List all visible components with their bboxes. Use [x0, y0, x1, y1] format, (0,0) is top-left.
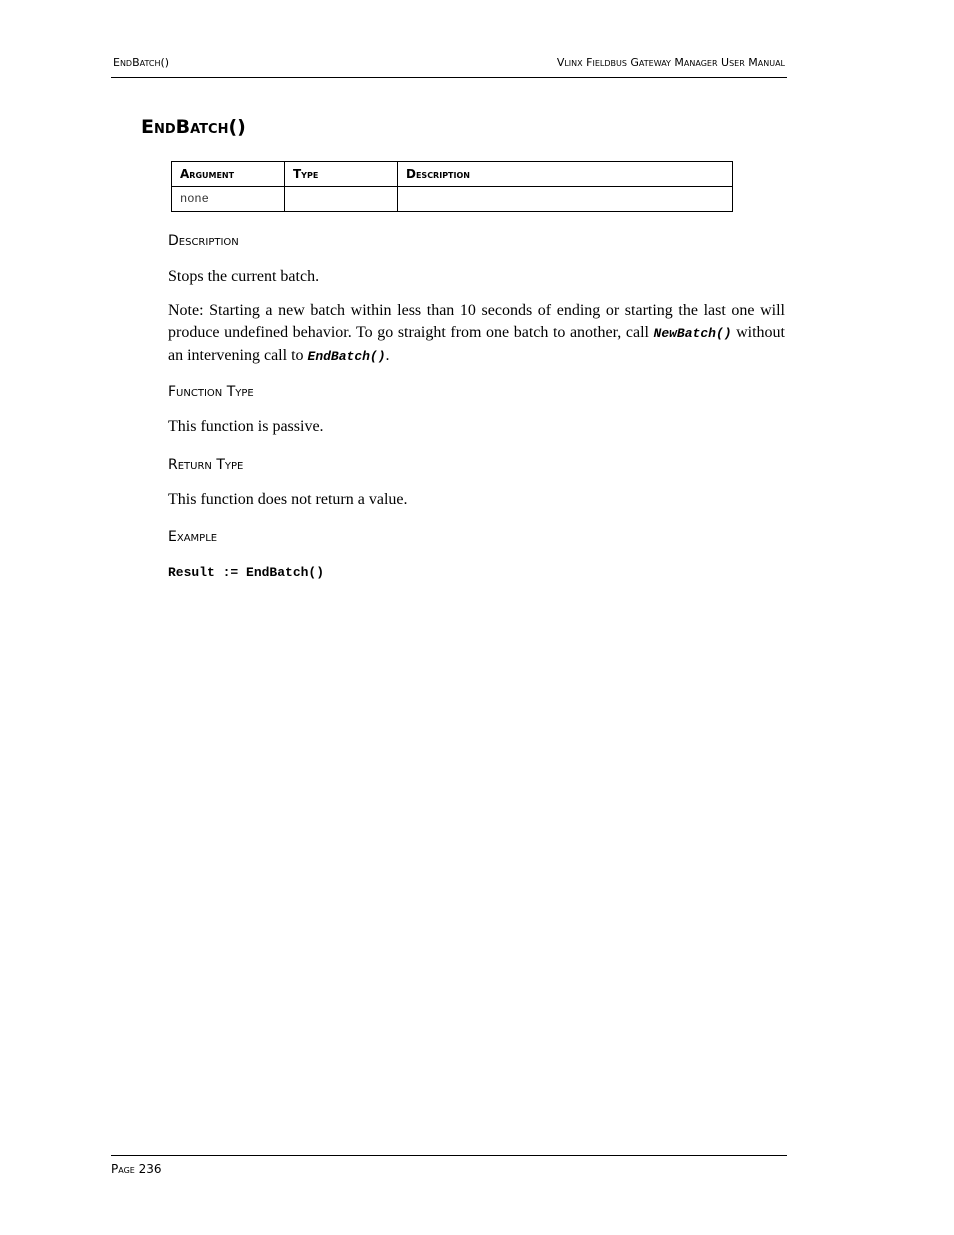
code-newbatch: NewBatch() — [653, 326, 732, 341]
page-footer — [111, 1155, 787, 1176]
table-row — [172, 187, 733, 212]
note-text-2: without an intervening call to — [168, 324, 786, 364]
example-code: Result := EndBatch() — [168, 565, 325, 580]
note-text-1: Note: Starting a new batch within less than 10 seconds of ending or starting the last one will produce undefined behavior. To go straight from one batch to another, call — [168, 302, 785, 341]
column-header-description: Description — [398, 162, 733, 187]
column-header-type: Type — [285, 162, 398, 187]
description-paragraph: Stops the current batch. — [168, 268, 320, 285]
note-paragraph — [168, 300, 785, 368]
cell-type — [285, 187, 398, 212]
section-heading-return-type: Return Type — [168, 457, 244, 473]
cell-argument: none — [172, 187, 285, 212]
return-type-text: This function does not return a value. — [168, 491, 408, 508]
function-type-text: This function is passive. — [168, 418, 324, 435]
page-header — [111, 56, 787, 78]
cell-description — [398, 187, 733, 212]
section-heading-function-type: Function Type — [168, 384, 254, 400]
header-manual-title: Vlinx Fieldbus Gateway Manager User Manual — [556, 56, 785, 69]
arguments-table — [171, 161, 733, 212]
note-text-3: . — [385, 347, 390, 364]
code-endbatch: EndBatch() — [307, 349, 386, 364]
page-number: Page 236 — [111, 1162, 162, 1176]
table-header-row — [172, 162, 733, 187]
section-heading-example: Example — [168, 529, 218, 545]
section-heading-description: Description — [168, 233, 239, 249]
column-header-argument: Argument — [172, 162, 285, 187]
page-title: EndBatch() — [141, 116, 246, 138]
header-section-title: EndBatch() — [113, 56, 170, 69]
